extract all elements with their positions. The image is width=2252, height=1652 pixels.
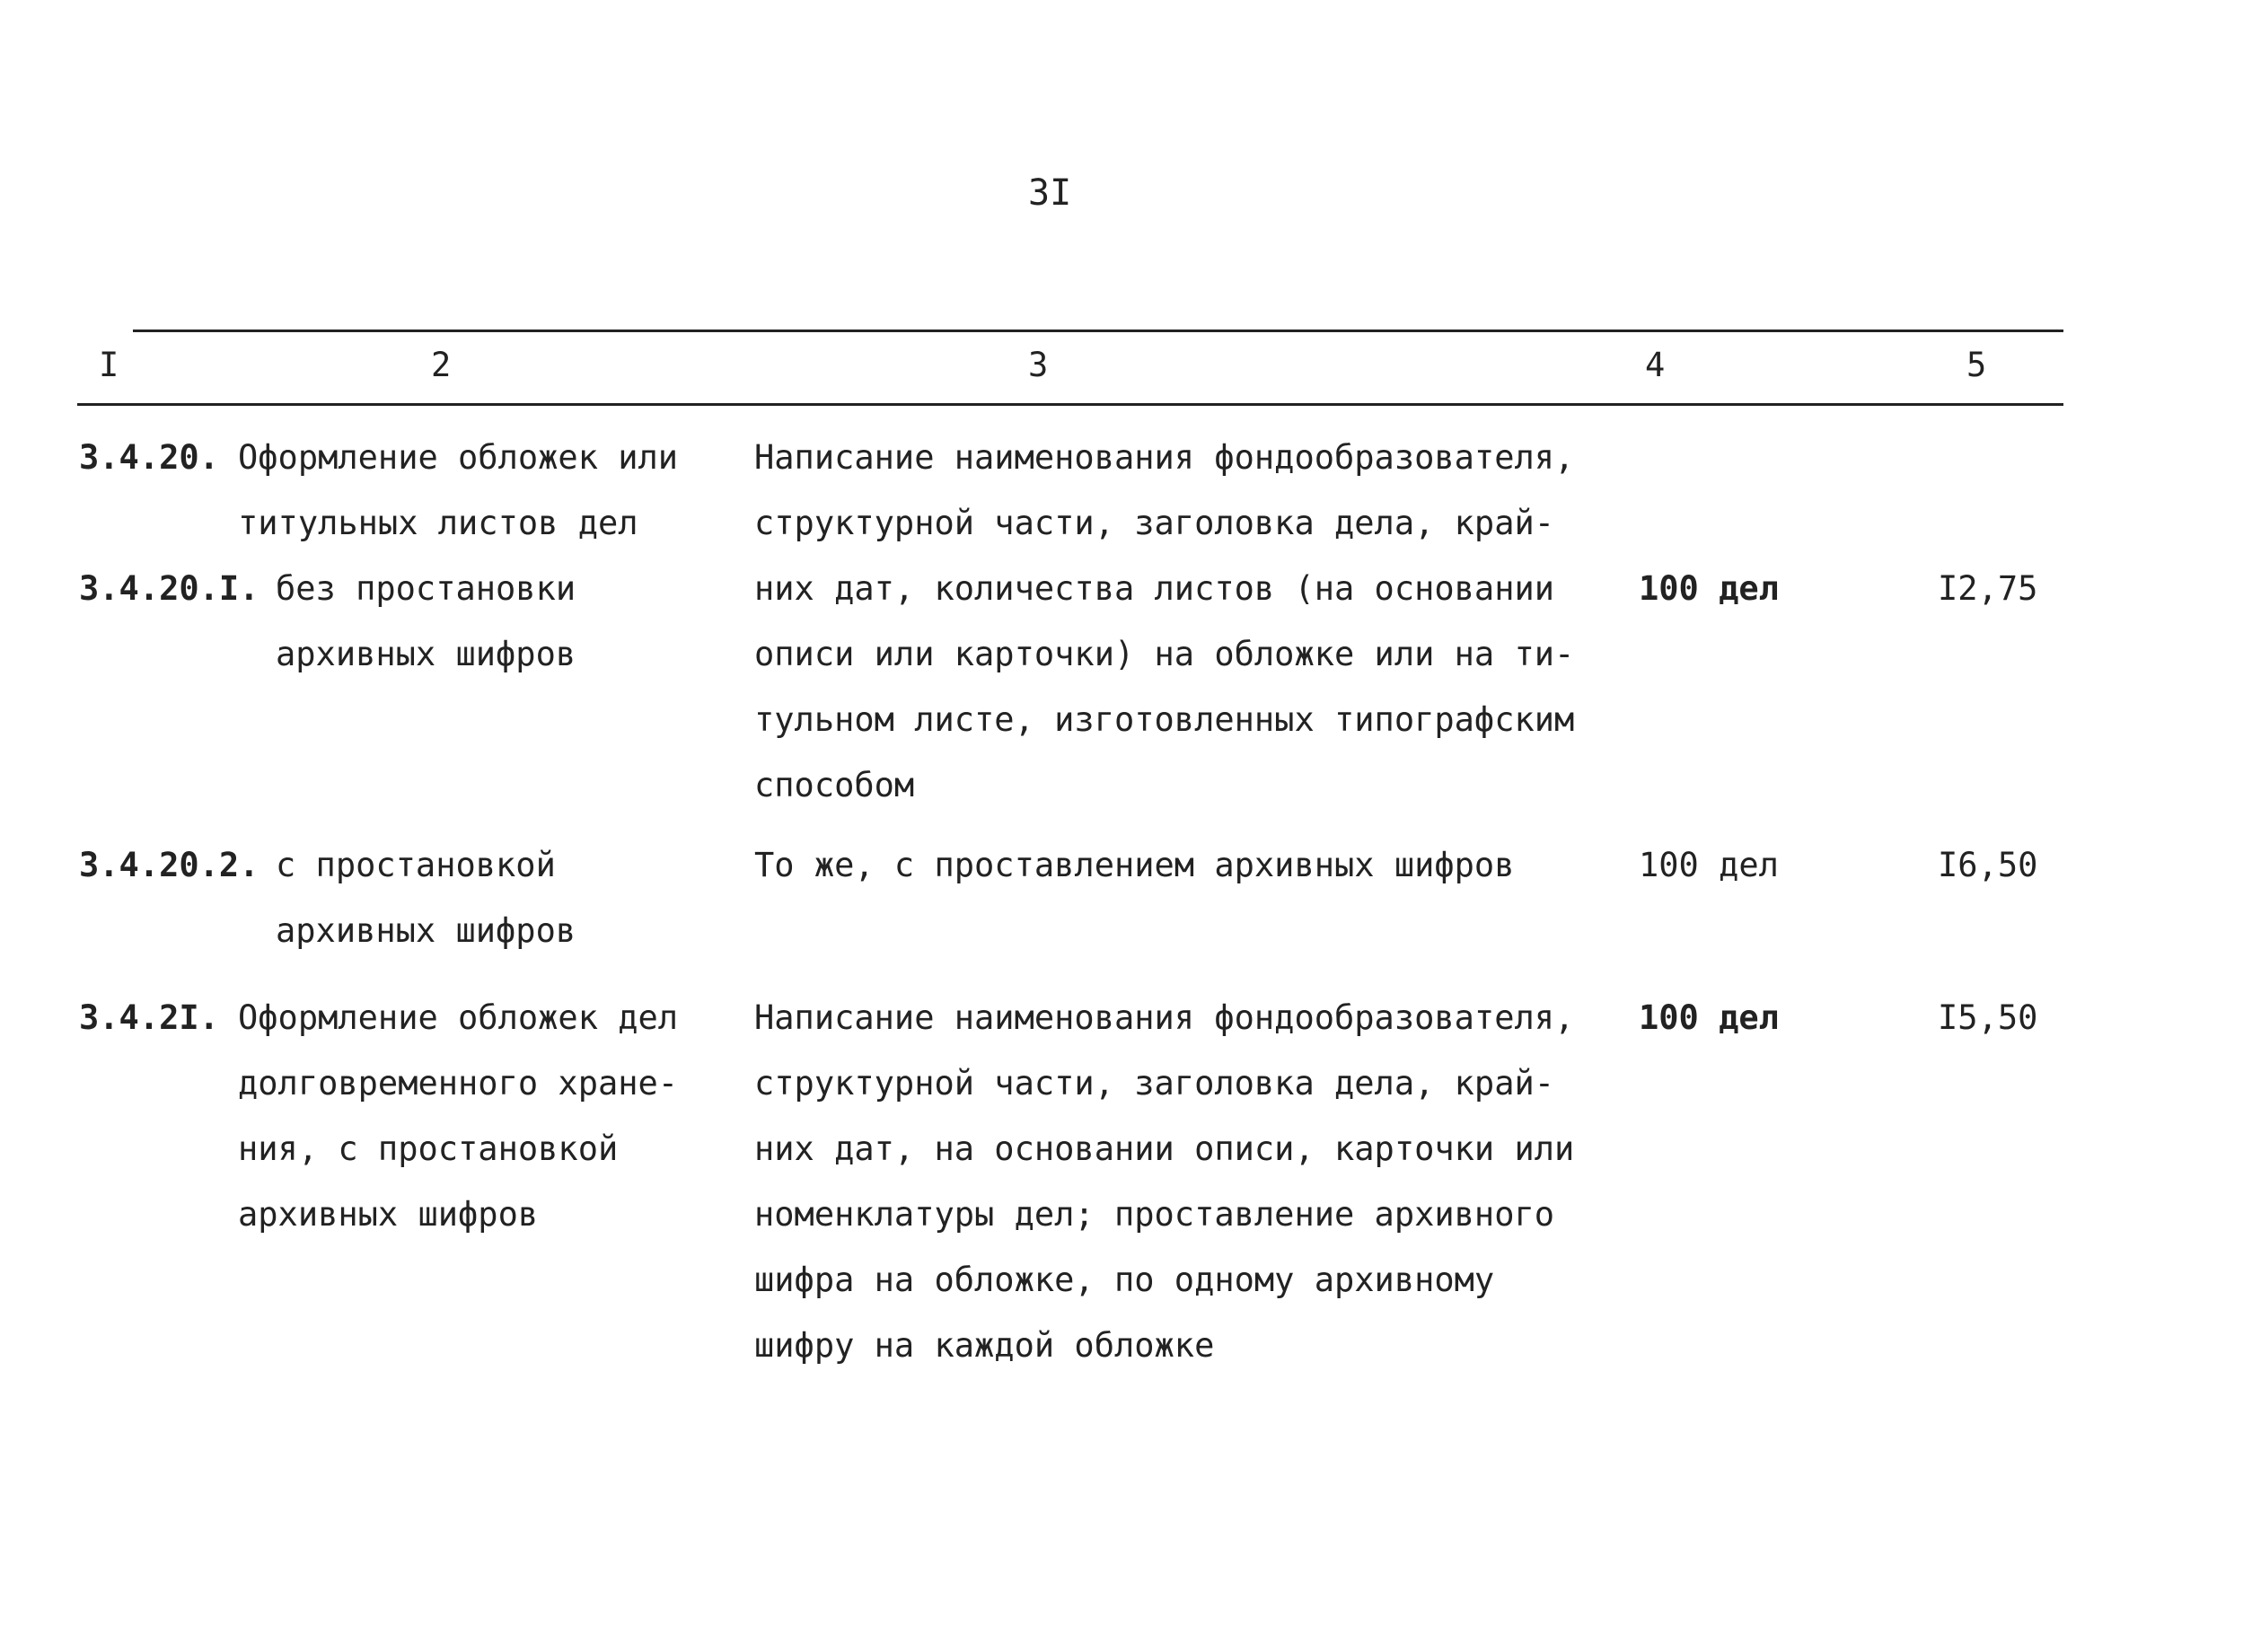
row-title-line: Оформление обложек или bbox=[238, 438, 679, 477]
row-description-line: них дат, на основании описи, карточки или bbox=[754, 1129, 1575, 1168]
row-title-line: архивных шифров bbox=[276, 911, 576, 950]
row-description bbox=[754, 985, 1574, 1378]
row-title-line: архивных шифров bbox=[276, 635, 576, 673]
row-unit: 100 дел bbox=[1639, 998, 1779, 1037]
row-value: I5,50 bbox=[1938, 998, 2038, 1037]
row-description-line: тульном листе, изготовленных типографским bbox=[754, 700, 1575, 739]
row-title-line: с простановкой bbox=[276, 846, 556, 884]
table-top-rule bbox=[133, 330, 2063, 332]
row-title-line: Оформление обложек дел bbox=[238, 998, 679, 1037]
column-header-5: 5 bbox=[1966, 346, 1987, 384]
row-description-line: Написание наименования фондообразователя, bbox=[754, 998, 1575, 1037]
row-description-line: описи или карточки) на обложке или на ти- bbox=[754, 635, 1575, 673]
row-value: I2,75 bbox=[1938, 569, 2038, 608]
row-title bbox=[276, 832, 576, 963]
column-header-1: I bbox=[99, 346, 119, 384]
row-title bbox=[276, 556, 576, 687]
row-number: 3.4.2I. bbox=[79, 998, 219, 1037]
table-header-rule bbox=[77, 403, 2063, 406]
row-unit: 100 дел bbox=[1639, 569, 1779, 608]
row-description-line: них дат, количества листов (на основании bbox=[754, 569, 1555, 608]
row-description bbox=[754, 832, 1514, 898]
row-description bbox=[754, 425, 1574, 818]
row-description-line: номенклатуры дел; проставление архивного bbox=[754, 1195, 1555, 1234]
row-description-line: шифру на каждой обложке bbox=[754, 1326, 1215, 1365]
page-number: 3I bbox=[1028, 172, 1072, 214]
row-description-line: Написание наименования фондообразователя, bbox=[754, 438, 1575, 477]
row-unit: 100 дел bbox=[1639, 846, 1779, 884]
row-description-line: То же, с проставлением архивных шифров bbox=[754, 846, 1515, 884]
column-header-4: 4 bbox=[1645, 346, 1666, 384]
row-description-line: структурной части, заголовка дела, край- bbox=[754, 504, 1555, 542]
column-header-2: 2 bbox=[431, 346, 452, 384]
column-header-3: 3 bbox=[1028, 346, 1049, 384]
row-title-line: титульных листов дел bbox=[238, 504, 638, 542]
row-title-line: долговременного хране- bbox=[238, 1064, 679, 1103]
row-title-line: архивных шифров bbox=[238, 1195, 539, 1234]
row-title-line: без простановки bbox=[276, 569, 576, 608]
row-title-line: ния, с простановкой bbox=[238, 1129, 619, 1168]
row-number: 3.4.20. bbox=[79, 438, 219, 477]
row-value: I6,50 bbox=[1938, 846, 2038, 884]
row-description-line: способом bbox=[754, 766, 915, 804]
row-number: 3.4.20.2. bbox=[79, 846, 260, 884]
row-number: 3.4.20.I. bbox=[79, 569, 260, 608]
row-description-line: шифра на обложке, по одному архивному bbox=[754, 1261, 1495, 1299]
row-title bbox=[238, 985, 678, 1247]
row-description-line: структурной части, заголовка дела, край- bbox=[754, 1064, 1555, 1103]
row-title bbox=[238, 425, 678, 556]
